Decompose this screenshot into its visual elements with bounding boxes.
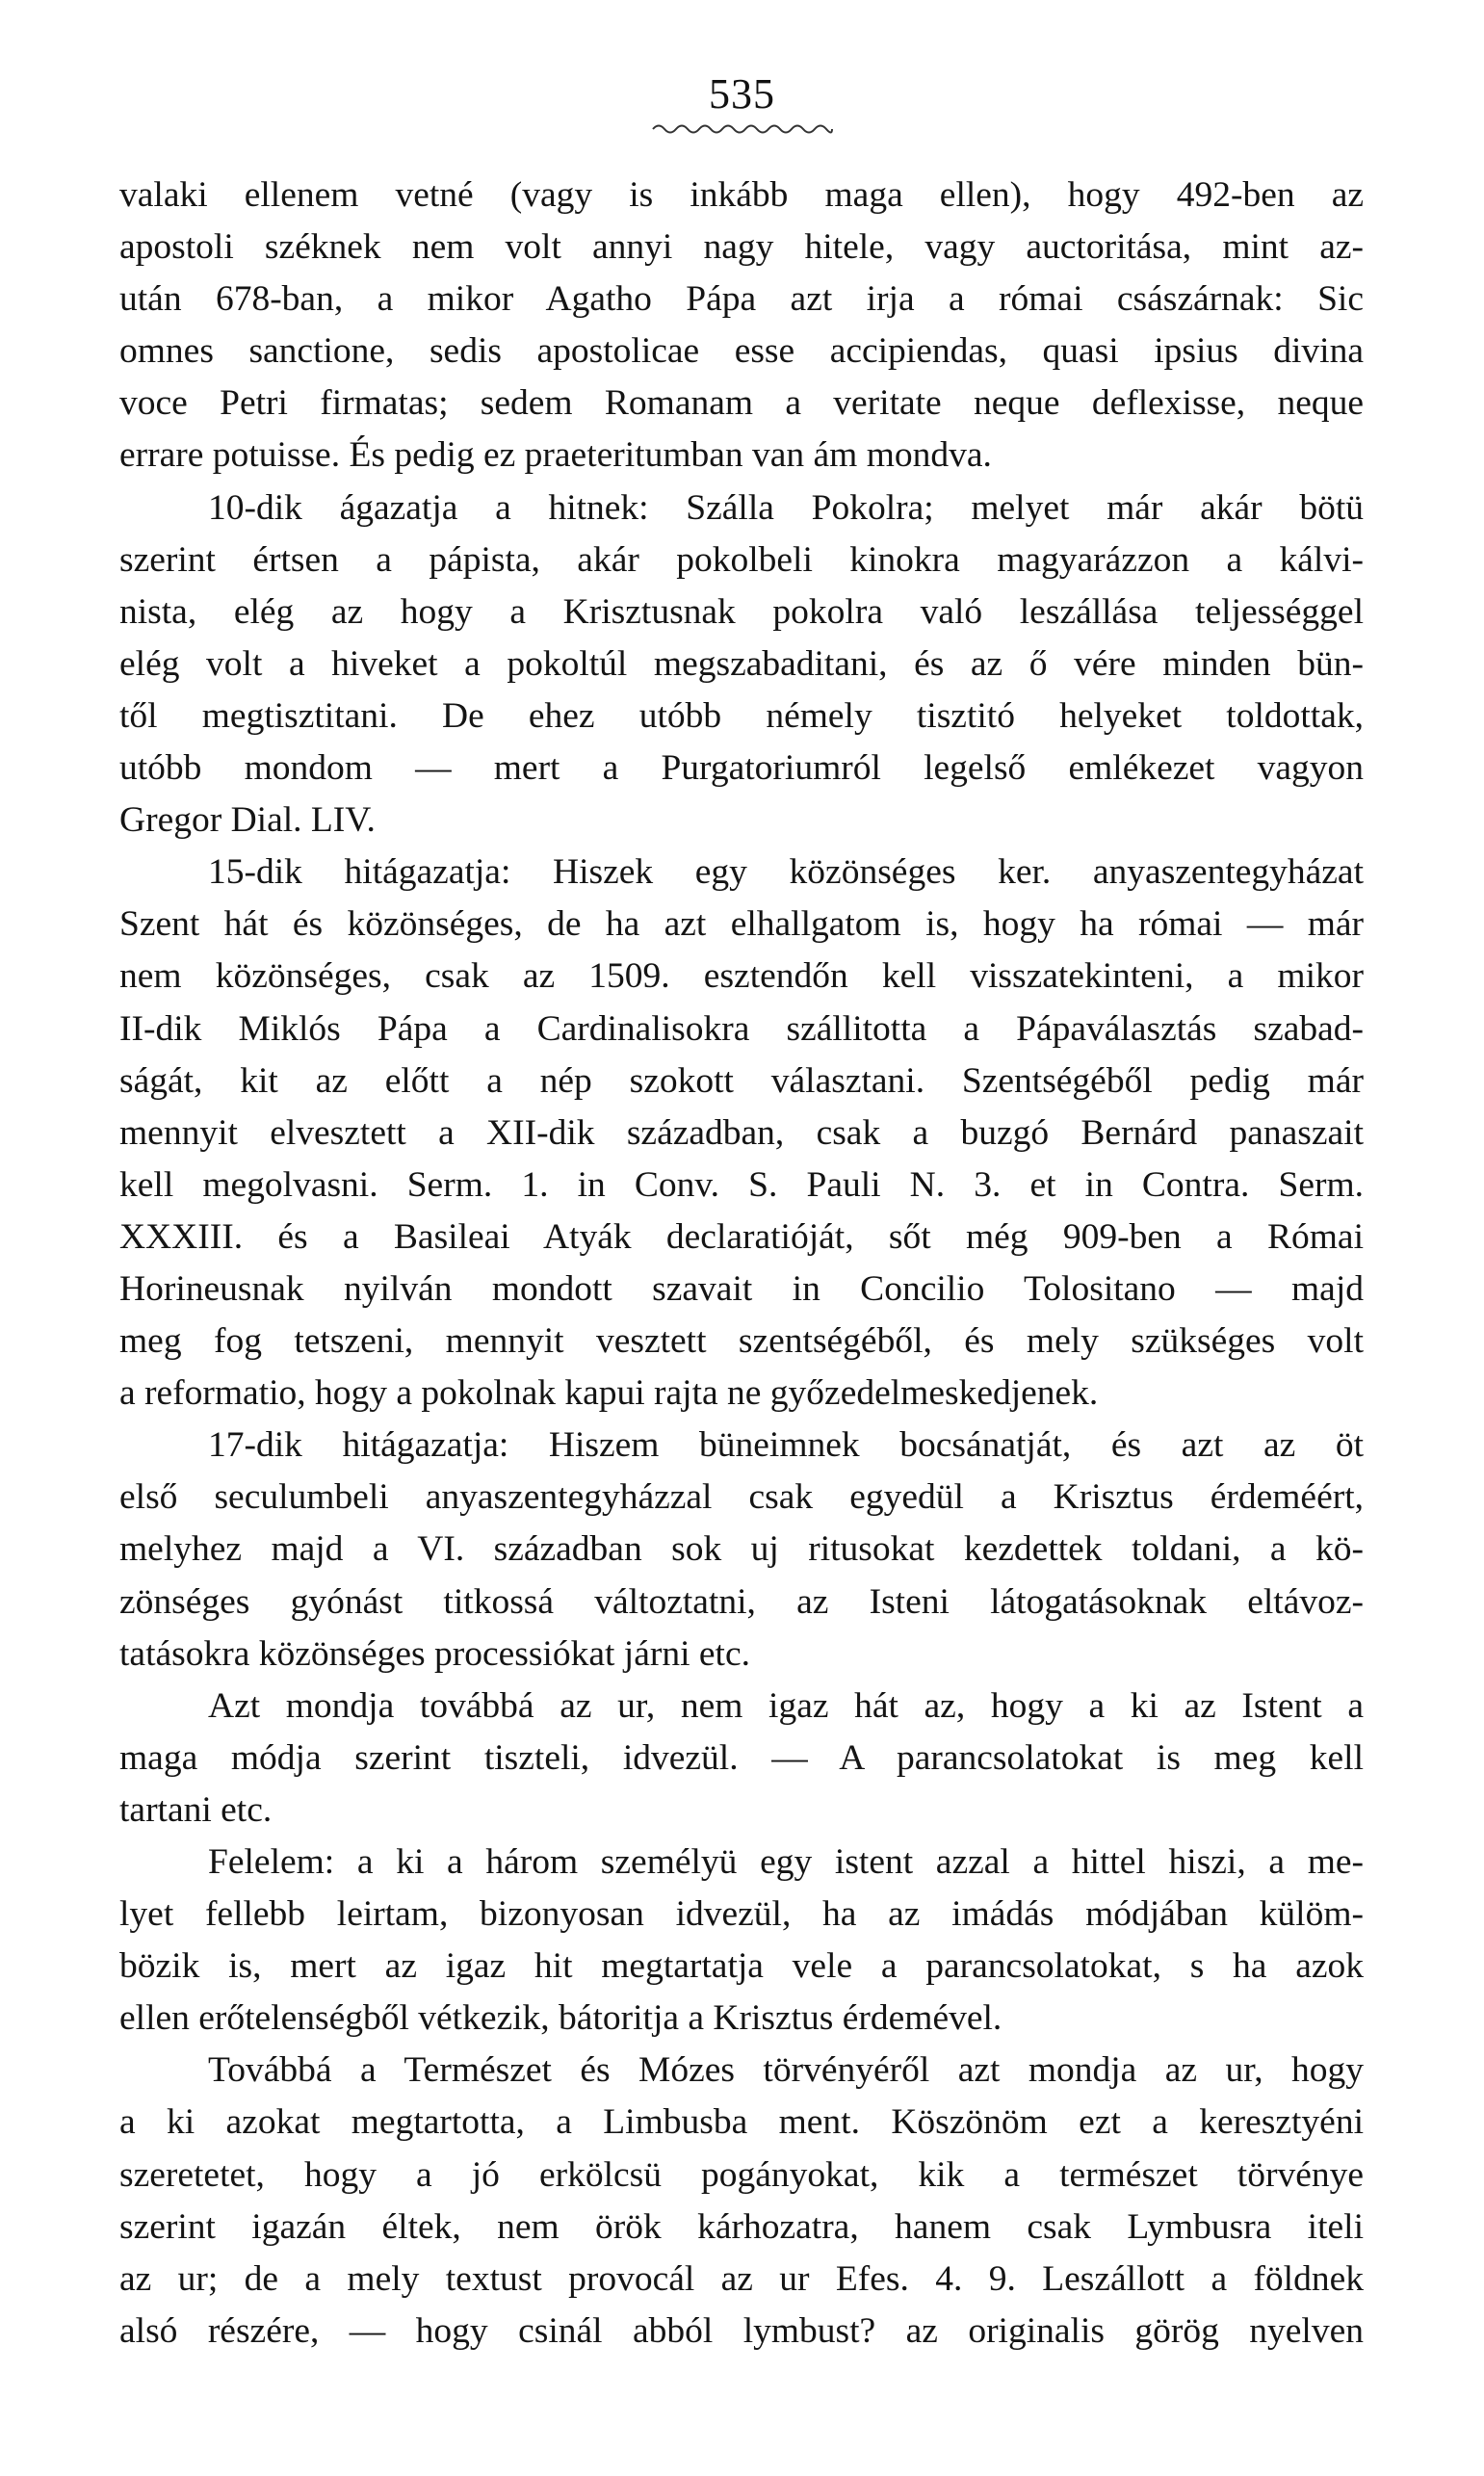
paragraph: [119, 169, 1364, 482]
text-line: Felelem: a ki a három személyü egy istent azzal a hittel hiszi, a me-: [208, 1842, 1364, 1882]
text-line: valaki ellenem vetné (vagy is inkább maga ellen), hogy 492-ben az: [119, 175, 1364, 215]
text-line: 17-dik hitágazatja: Hiszem büneimnek bocsánatját, és azt az öt: [208, 1425, 1364, 1466]
text-line: az ur; de a mely textust provocál az ur Efes. 4. 9. Leszállott a földnek: [119, 2258, 1364, 2299]
text-line: ságát, kit az előtt a nép szokott választani. Szentségéből pedig már: [119, 1060, 1364, 1101]
paragraph: [119, 847, 1364, 1420]
text-line: Szent hát és közönséges, de ha azt elhallgatom is, hogy ha római — már: [119, 904, 1364, 945]
text-line: mennyit elvesztett a XII-dik században, csak a buzgó Bernárd panaszait: [119, 1112, 1364, 1153]
text-line: meg fog tetszeni, mennyit vesztett szentségéből, és mely szükséges volt: [119, 1321, 1364, 1362]
text-line: első seculumbeli anyaszentegyházzal csak egyedül a Krisztus érdeméért,: [119, 1477, 1364, 1518]
text-line: a ki azokat megtartotta, a Limbusba ment. Köszönöm ezt a keresztyéni: [119, 2102, 1364, 2143]
text-line: után 678-ban, a mikor Agatho Pápa azt irja a római császárnak: Sic: [119, 279, 1364, 320]
paragraph: [119, 2045, 1364, 2358]
text-line: XXXIII. és a Basileai Atyák declaratióját, sőt még 909-ben a Római: [119, 1216, 1364, 1257]
paragraph: [119, 1420, 1364, 1680]
text-line: errare potuisse. És pedig ez praeteritumban van ám mondva.: [119, 435, 992, 476]
page-header: [0, 69, 1484, 138]
text-line: kell megolvasni. Serm. 1. in Conv. S. Pauli N. 3. et in Contra. Serm.: [119, 1164, 1364, 1205]
body-text: [119, 169, 1364, 2358]
text-line: apostoli széknek nem volt annyi nagy hitele, vagy auctoritása, mint az-: [119, 227, 1364, 268]
text-line: szeretetet, hogy a jó erkölcsü pogányokat, kik a természet törvénye: [119, 2154, 1364, 2195]
text-line: nista, elég az hogy a Krisztusnak pokolra való leszállása teljességgel: [119, 591, 1364, 632]
wavy-ornament-icon: [651, 120, 834, 138]
paragraph: [119, 482, 1364, 847]
text-line: 10-dik ágazatja a hitnek: Szálla Pokolra; melyet már akár bötü: [208, 487, 1364, 528]
text-line: Gregor Dial. LIV.: [119, 800, 376, 841]
text-line: szerint értsen a pápista, akár pokolbeli kinokra magyarázzon a kálvi-: [119, 539, 1364, 580]
text-line: Azt mondja továbbá az ur, nem igaz hát az, hogy a ki az Istent a: [208, 1685, 1364, 1726]
text-line: tatásokra közönséges processiókat járni etc.: [119, 1633, 750, 1674]
text-line: alsó részére, — hogy csinál abból lymbust? az originalis görög nyelven: [119, 2310, 1364, 2351]
text-line: szerint igazán éltek, nem örök kárhozatra, hanem csak Lymbusra iteli: [119, 2206, 1364, 2247]
text-line: voce Petri firmatas; sedem Romanam a veritate neque deflexisse, neque: [119, 383, 1364, 424]
text-line: tartani etc.: [119, 1789, 273, 1830]
text-line: ellen erőtelenségből vétkezik, bátoritja a Krisztus érdemével.: [119, 1998, 1002, 2039]
text-line: II-dik Miklós Pápa a Cardinalisokra szállitotta a Pápaválasztás szabad-: [119, 1008, 1364, 1049]
text-line: utóbb mondom — mert a Purgatoriumról legelső emlékezet vagyon: [119, 748, 1364, 789]
text-line: elég volt a hiveket a pokoltúl megszabaditani, és az ő vére minden bün-: [119, 643, 1364, 684]
text-line: bözik is, mert az igaz hit megtartatja vele a parancsolatokat, s ha azok: [119, 1946, 1364, 1987]
text-line: lyet fellebb leirtam, bizonyosan idvezül, ha az imádás módjában külöm-: [119, 1894, 1364, 1935]
text-line: nem közönséges, csak az 1509. esztendőn kell visszatekinteni, a mikor: [119, 956, 1364, 997]
text-line: 15-dik hitágazatja: Hiszek egy közönséges ker. anyaszentegyházat: [208, 852, 1364, 893]
text-line: melyhez majd a VI. században sok uj ritusokat kezdettek toldani, a kö-: [119, 1529, 1364, 1570]
text-line: maga módja szerint tiszteli, idvezül. — A parancsolatokat is meg kell: [119, 1737, 1364, 1778]
text-line: omnes sanctione, sedis apostolicae esse accipiendas, quasi ipsius divina: [119, 331, 1364, 372]
text-line: Továbbá a Természet és Mózes törvényéről azt mondja az ur, hogy: [208, 2050, 1364, 2091]
text-line: Horineusnak nyilván mondott szavait in Concilio Tolositano — majd: [119, 1268, 1364, 1309]
text-line: a reformatio, hogy a pokolnak kapui rajta ne győzedelmeskedjenek.: [119, 1373, 1099, 1414]
paragraph: [119, 1837, 1364, 2045]
text-line: től megtisztitani. De ehez utóbb némely tisztitó helyeket toldottak,: [119, 695, 1364, 736]
page-number: 535: [709, 70, 775, 117]
paragraph: [119, 1681, 1364, 1837]
text-line: zönséges gyónást titkossá változtatni, az Isteni látogatásoknak eltávoz-: [119, 1581, 1364, 1622]
